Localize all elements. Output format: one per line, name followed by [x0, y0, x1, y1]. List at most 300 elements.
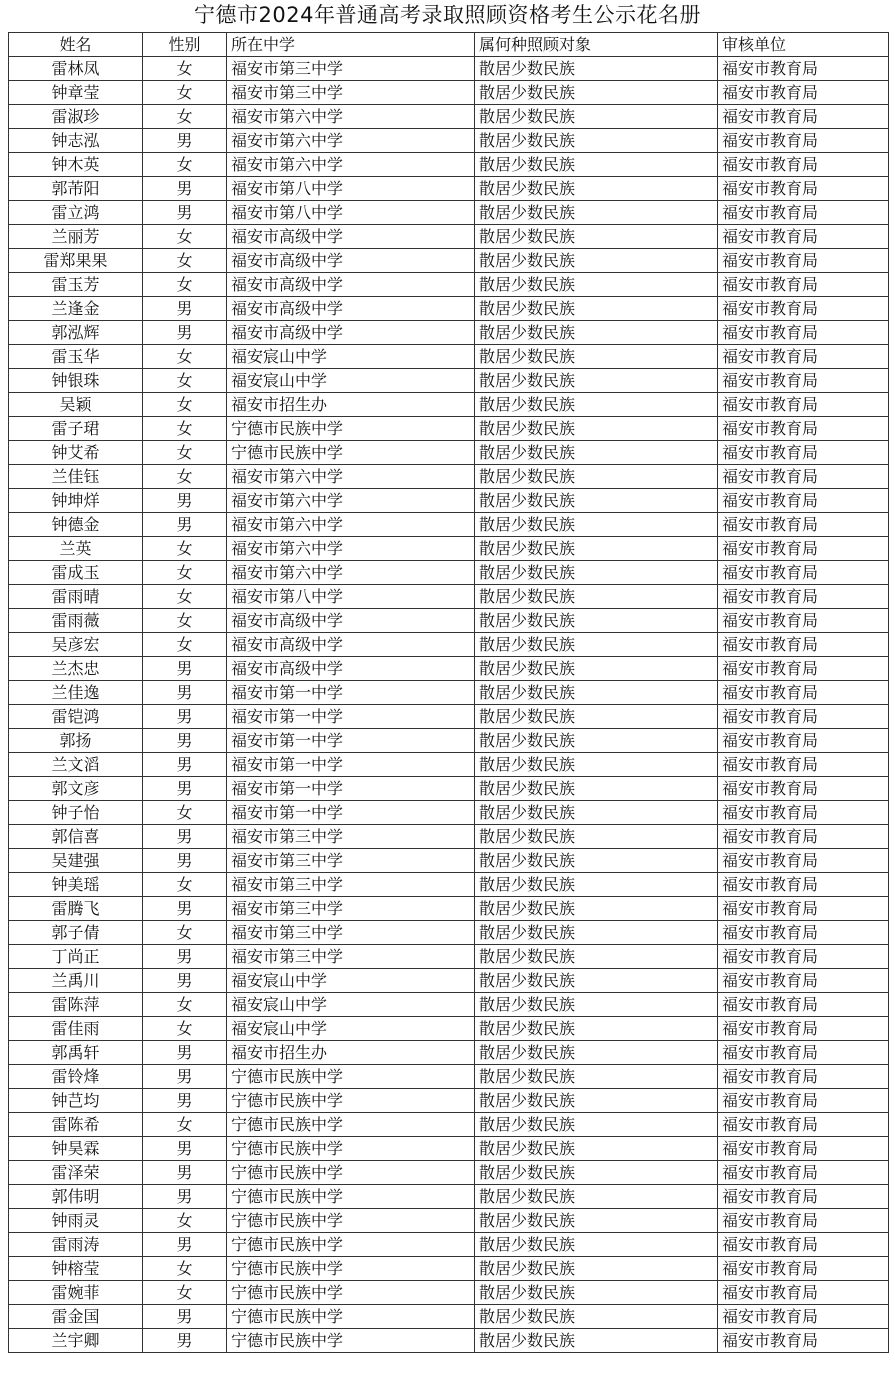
table-row — [9, 537, 889, 561]
cell-name: 钟美瑶 — [9, 873, 143, 897]
cell-school: 福安市第六中学 — [227, 465, 475, 489]
cell-school: 福安市第一中学 — [227, 777, 475, 801]
cell-review-unit: 福安市教育局 — [718, 417, 889, 441]
cell-category: 散居少数民族 — [475, 81, 718, 105]
table-row — [9, 945, 889, 969]
cell-review-unit: 福安市教育局 — [718, 849, 889, 873]
cell-review-unit: 福安市教育局 — [718, 873, 889, 897]
table-row — [9, 393, 889, 417]
cell-category: 散居少数民族 — [475, 369, 718, 393]
cell-gender: 女 — [143, 153, 227, 177]
table-row — [9, 417, 889, 441]
cell-review-unit: 福安市教育局 — [718, 1041, 889, 1065]
cell-review-unit: 福安市教育局 — [718, 369, 889, 393]
cell-gender: 女 — [143, 633, 227, 657]
cell-category: 散居少数民族 — [475, 321, 718, 345]
cell-name: 雷雨涛 — [9, 1233, 143, 1257]
table-row — [9, 801, 889, 825]
cell-category: 散居少数民族 — [475, 417, 718, 441]
cell-gender: 女 — [143, 81, 227, 105]
table-row — [9, 441, 889, 465]
cell-review-unit: 福安市教育局 — [718, 1329, 889, 1353]
cell-review-unit: 福安市教育局 — [718, 561, 889, 585]
cell-category: 散居少数民族 — [475, 585, 718, 609]
cell-category: 散居少数民族 — [475, 441, 718, 465]
cell-review-unit: 福安市教育局 — [718, 489, 889, 513]
cell-category: 散居少数民族 — [475, 537, 718, 561]
cell-gender: 男 — [143, 705, 227, 729]
table-row — [9, 729, 889, 753]
cell-name: 雷陈萍 — [9, 993, 143, 1017]
cell-gender: 男 — [143, 1233, 227, 1257]
cell-school: 宁德市民族中学 — [227, 1329, 475, 1353]
cell-name: 郭子倩 — [9, 921, 143, 945]
table-row — [9, 321, 889, 345]
cell-name: 雷郑果果 — [9, 249, 143, 273]
cell-name: 雷立鸿 — [9, 201, 143, 225]
cell-school: 宁德市民族中学 — [227, 441, 475, 465]
cell-name: 兰丽芳 — [9, 225, 143, 249]
cell-category: 散居少数民族 — [475, 897, 718, 921]
cell-category: 散居少数民族 — [475, 513, 718, 537]
cell-school: 福安市第一中学 — [227, 753, 475, 777]
cell-gender: 女 — [143, 993, 227, 1017]
cell-gender: 女 — [143, 273, 227, 297]
cell-review-unit: 福安市教育局 — [718, 273, 889, 297]
cell-gender: 男 — [143, 945, 227, 969]
cell-gender: 女 — [143, 225, 227, 249]
cell-category: 散居少数民族 — [475, 561, 718, 585]
cell-category: 散居少数民族 — [475, 1161, 718, 1185]
table-row — [9, 681, 889, 705]
cell-school: 宁德市民族中学 — [227, 1209, 475, 1233]
cell-review-unit: 福安市教育局 — [718, 1209, 889, 1233]
header-name: 姓名 — [9, 33, 143, 57]
cell-category: 散居少数民族 — [475, 849, 718, 873]
cell-school: 福安市第一中学 — [227, 729, 475, 753]
cell-category: 散居少数民族 — [475, 1329, 718, 1353]
cell-category: 散居少数民族 — [475, 633, 718, 657]
table-row — [9, 177, 889, 201]
table-row — [9, 1209, 889, 1233]
cell-name: 郭泓辉 — [9, 321, 143, 345]
cell-review-unit: 福安市教育局 — [718, 225, 889, 249]
cell-review-unit: 福安市教育局 — [718, 441, 889, 465]
cell-category: 散居少数民族 — [475, 105, 718, 129]
cell-name: 雷淑珍 — [9, 105, 143, 129]
cell-gender: 男 — [143, 1089, 227, 1113]
cell-gender: 女 — [143, 1017, 227, 1041]
table-row — [9, 1041, 889, 1065]
cell-category: 散居少数民族 — [475, 609, 718, 633]
cell-name: 钟昊霖 — [9, 1137, 143, 1161]
cell-school: 福安宸山中学 — [227, 993, 475, 1017]
cell-name: 雷子珺 — [9, 417, 143, 441]
cell-category: 散居少数民族 — [475, 1017, 718, 1041]
cell-gender: 男 — [143, 201, 227, 225]
table-row — [9, 513, 889, 537]
cell-category: 散居少数民族 — [475, 657, 718, 681]
cell-gender: 男 — [143, 1305, 227, 1329]
table-row — [9, 969, 889, 993]
cell-review-unit: 福安市教育局 — [718, 753, 889, 777]
cell-category: 散居少数民族 — [475, 1233, 718, 1257]
cell-name: 雷婉菲 — [9, 1281, 143, 1305]
cell-review-unit: 福安市教育局 — [718, 1257, 889, 1281]
cell-name: 钟芑均 — [9, 1089, 143, 1113]
cell-school: 福安市高级中学 — [227, 249, 475, 273]
cell-category: 散居少数民族 — [475, 969, 718, 993]
cell-review-unit: 福安市教育局 — [718, 177, 889, 201]
cell-category: 散居少数民族 — [475, 1041, 718, 1065]
cell-category: 散居少数民族 — [475, 777, 718, 801]
table-row — [9, 297, 889, 321]
header-category: 属何种照顾对象 — [475, 33, 718, 57]
table-row — [9, 897, 889, 921]
cell-gender: 女 — [143, 873, 227, 897]
cell-gender: 男 — [143, 297, 227, 321]
cell-gender: 女 — [143, 1257, 227, 1281]
cell-review-unit: 福安市教育局 — [718, 801, 889, 825]
cell-category: 散居少数民族 — [475, 57, 718, 81]
cell-gender: 男 — [143, 1329, 227, 1353]
cell-gender: 女 — [143, 105, 227, 129]
cell-name: 雷铃烽 — [9, 1065, 143, 1089]
cell-category: 散居少数民族 — [475, 873, 718, 897]
cell-review-unit: 福安市教育局 — [718, 1305, 889, 1329]
table-row — [9, 1113, 889, 1137]
cell-gender: 女 — [143, 369, 227, 393]
cell-name: 雷林凤 — [9, 57, 143, 81]
cell-review-unit: 福安市教育局 — [718, 537, 889, 561]
cell-school: 福安市第一中学 — [227, 705, 475, 729]
cell-gender: 男 — [143, 489, 227, 513]
cell-school: 宁德市民族中学 — [227, 1161, 475, 1185]
cell-category: 散居少数民族 — [475, 1065, 718, 1089]
cell-name: 郭伟明 — [9, 1185, 143, 1209]
cell-name: 吴建强 — [9, 849, 143, 873]
table-row — [9, 633, 889, 657]
cell-gender: 男 — [143, 777, 227, 801]
cell-name: 雷陈希 — [9, 1113, 143, 1137]
table-row — [9, 1065, 889, 1089]
cell-name: 兰佳钰 — [9, 465, 143, 489]
cell-review-unit: 福安市教育局 — [718, 1281, 889, 1305]
cell-review-unit: 福安市教育局 — [718, 321, 889, 345]
cell-name: 雷佳雨 — [9, 1017, 143, 1041]
table-row — [9, 465, 889, 489]
cell-school: 福安宸山中学 — [227, 369, 475, 393]
cell-review-unit: 福安市教育局 — [718, 777, 889, 801]
table-row — [9, 657, 889, 681]
cell-school: 福安市第一中学 — [227, 801, 475, 825]
cell-name: 雷铠鸿 — [9, 705, 143, 729]
cell-review-unit: 福安市教育局 — [718, 825, 889, 849]
cell-category: 散居少数民族 — [475, 825, 718, 849]
cell-school: 宁德市民族中学 — [227, 1233, 475, 1257]
cell-review-unit: 福安市教育局 — [718, 1161, 889, 1185]
cell-name: 吴彦宏 — [9, 633, 143, 657]
cell-school: 宁德市民族中学 — [227, 1185, 475, 1209]
cell-school: 福安市第三中学 — [227, 57, 475, 81]
cell-school: 福安市高级中学 — [227, 609, 475, 633]
cell-category: 散居少数民族 — [475, 801, 718, 825]
cell-category: 散居少数民族 — [475, 681, 718, 705]
cell-review-unit: 福安市教育局 — [718, 1065, 889, 1089]
cell-school: 宁德市民族中学 — [227, 1065, 475, 1089]
cell-review-unit: 福安市教育局 — [718, 393, 889, 417]
header-school: 所在中学 — [227, 33, 475, 57]
cell-name: 丁尚正 — [9, 945, 143, 969]
table-row — [9, 561, 889, 585]
cell-review-unit: 福安市教育局 — [718, 513, 889, 537]
cell-review-unit: 福安市教育局 — [718, 1233, 889, 1257]
cell-school: 福安市第六中学 — [227, 513, 475, 537]
cell-gender: 女 — [143, 1209, 227, 1233]
cell-review-unit: 福安市教育局 — [718, 297, 889, 321]
cell-category: 散居少数民族 — [475, 489, 718, 513]
cell-gender: 女 — [143, 585, 227, 609]
cell-school: 福安市第六中学 — [227, 105, 475, 129]
cell-gender: 男 — [143, 1185, 227, 1209]
cell-gender: 男 — [143, 321, 227, 345]
cell-category: 散居少数民族 — [475, 921, 718, 945]
cell-gender: 女 — [143, 441, 227, 465]
cell-name: 郭芾阳 — [9, 177, 143, 201]
cell-name: 雷腾飞 — [9, 897, 143, 921]
cell-gender: 男 — [143, 1161, 227, 1185]
cell-review-unit: 福安市教育局 — [718, 729, 889, 753]
cell-category: 散居少数民族 — [475, 993, 718, 1017]
cell-review-unit: 福安市教育局 — [718, 657, 889, 681]
cell-category: 散居少数民族 — [475, 273, 718, 297]
table-row — [9, 825, 889, 849]
cell-gender: 女 — [143, 249, 227, 273]
cell-name: 钟子怡 — [9, 801, 143, 825]
cell-school: 宁德市民族中学 — [227, 1281, 475, 1305]
table-row — [9, 1329, 889, 1353]
cell-school: 宁德市民族中学 — [227, 417, 475, 441]
cell-gender: 男 — [143, 729, 227, 753]
cell-name: 钟银珠 — [9, 369, 143, 393]
roster-body — [9, 57, 889, 1353]
cell-review-unit: 福安市教育局 — [718, 633, 889, 657]
table-row — [9, 129, 889, 153]
cell-name: 钟雨灵 — [9, 1209, 143, 1233]
cell-review-unit: 福安市教育局 — [718, 129, 889, 153]
cell-review-unit: 福安市教育局 — [718, 57, 889, 81]
table-row — [9, 753, 889, 777]
cell-gender: 男 — [143, 1041, 227, 1065]
cell-review-unit: 福安市教育局 — [718, 681, 889, 705]
cell-review-unit: 福安市教育局 — [718, 921, 889, 945]
cell-school: 福安市第三中学 — [227, 897, 475, 921]
cell-name: 钟志泓 — [9, 129, 143, 153]
cell-category: 散居少数民族 — [475, 705, 718, 729]
cell-name: 郭禹轩 — [9, 1041, 143, 1065]
table-row — [9, 849, 889, 873]
table-row — [9, 921, 889, 945]
cell-school: 福安市第三中学 — [227, 849, 475, 873]
cell-gender: 男 — [143, 825, 227, 849]
table-row — [9, 1089, 889, 1113]
cell-name: 钟艾希 — [9, 441, 143, 465]
cell-school: 福安市第八中学 — [227, 585, 475, 609]
cell-name: 兰禹川 — [9, 969, 143, 993]
cell-category: 散居少数民族 — [475, 201, 718, 225]
cell-school: 宁德市民族中学 — [227, 1305, 475, 1329]
cell-gender: 男 — [143, 129, 227, 153]
table-row — [9, 57, 889, 81]
cell-category: 散居少数民族 — [475, 1305, 718, 1329]
cell-name: 兰文滔 — [9, 753, 143, 777]
cell-category: 散居少数民族 — [475, 945, 718, 969]
cell-school: 宁德市民族中学 — [227, 1257, 475, 1281]
cell-school: 福安市第三中学 — [227, 825, 475, 849]
table-row — [9, 609, 889, 633]
cell-gender: 女 — [143, 1113, 227, 1137]
header-row — [9, 33, 889, 57]
table-row — [9, 81, 889, 105]
cell-category: 散居少数民族 — [475, 1185, 718, 1209]
cell-school: 福安市高级中学 — [227, 321, 475, 345]
cell-name: 雷玉芳 — [9, 273, 143, 297]
table-row — [9, 201, 889, 225]
table-row — [9, 705, 889, 729]
cell-category: 散居少数民族 — [475, 177, 718, 201]
table-row — [9, 873, 889, 897]
cell-gender: 男 — [143, 177, 227, 201]
cell-school: 福安市第六中学 — [227, 537, 475, 561]
cell-name: 雷金国 — [9, 1305, 143, 1329]
cell-name: 兰杰忠 — [9, 657, 143, 681]
table-row — [9, 273, 889, 297]
cell-category: 散居少数民族 — [475, 129, 718, 153]
cell-gender: 男 — [143, 753, 227, 777]
cell-review-unit: 福安市教育局 — [718, 609, 889, 633]
cell-school: 福安市高级中学 — [227, 273, 475, 297]
cell-school: 福安市第六中学 — [227, 561, 475, 585]
cell-name: 雷成玉 — [9, 561, 143, 585]
cell-school: 福安宸山中学 — [227, 1017, 475, 1041]
cell-category: 散居少数民族 — [475, 1281, 718, 1305]
cell-school: 宁德市民族中学 — [227, 1113, 475, 1137]
cell-name: 雷雨晴 — [9, 585, 143, 609]
cell-gender: 女 — [143, 345, 227, 369]
table-row — [9, 1185, 889, 1209]
cell-review-unit: 福安市教育局 — [718, 945, 889, 969]
cell-gender: 女 — [143, 1281, 227, 1305]
cell-school: 福安市第六中学 — [227, 489, 475, 513]
cell-review-unit: 福安市教育局 — [718, 585, 889, 609]
table-row — [9, 1137, 889, 1161]
cell-name: 钟德金 — [9, 513, 143, 537]
cell-school: 福安市第八中学 — [227, 177, 475, 201]
cell-name: 吴颖 — [9, 393, 143, 417]
cell-review-unit: 福安市教育局 — [718, 1137, 889, 1161]
cell-category: 散居少数民族 — [475, 225, 718, 249]
cell-school: 福安市第三中学 — [227, 921, 475, 945]
table-row — [9, 105, 889, 129]
cell-name: 兰逢金 — [9, 297, 143, 321]
cell-gender: 女 — [143, 537, 227, 561]
cell-gender: 男 — [143, 657, 227, 681]
table-row — [9, 1161, 889, 1185]
cell-gender: 女 — [143, 417, 227, 441]
table-row — [9, 585, 889, 609]
cell-name: 郭文彦 — [9, 777, 143, 801]
header-gender: 性别 — [143, 33, 227, 57]
cell-review-unit: 福安市教育局 — [718, 993, 889, 1017]
cell-school: 福安宸山中学 — [227, 345, 475, 369]
cell-category: 散居少数民族 — [475, 345, 718, 369]
cell-school: 福安宸山中学 — [227, 969, 475, 993]
cell-name: 郭信喜 — [9, 825, 143, 849]
cell-name: 兰宇卿 — [9, 1329, 143, 1353]
table-row — [9, 369, 889, 393]
cell-category: 散居少数民族 — [475, 465, 718, 489]
table-row — [9, 345, 889, 369]
cell-review-unit: 福安市教育局 — [718, 249, 889, 273]
cell-name: 雷雨薇 — [9, 609, 143, 633]
cell-name: 钟木英 — [9, 153, 143, 177]
table-row — [9, 153, 889, 177]
cell-review-unit: 福安市教育局 — [718, 81, 889, 105]
cell-review-unit: 福安市教育局 — [718, 345, 889, 369]
cell-school: 福安市第八中学 — [227, 201, 475, 225]
cell-school: 福安市高级中学 — [227, 225, 475, 249]
cell-review-unit: 福安市教育局 — [718, 201, 889, 225]
cell-review-unit: 福安市教育局 — [718, 1113, 889, 1137]
cell-review-unit: 福安市教育局 — [718, 1017, 889, 1041]
cell-review-unit: 福安市教育局 — [718, 705, 889, 729]
cell-category: 散居少数民族 — [475, 729, 718, 753]
table-row — [9, 1257, 889, 1281]
cell-school: 福安市招生办 — [227, 393, 475, 417]
cell-gender: 女 — [143, 801, 227, 825]
cell-review-unit: 福安市教育局 — [718, 105, 889, 129]
cell-school: 福安市第三中学 — [227, 81, 475, 105]
cell-category: 散居少数民族 — [475, 1089, 718, 1113]
cell-category: 散居少数民族 — [475, 1209, 718, 1233]
cell-gender: 女 — [143, 609, 227, 633]
table-row — [9, 249, 889, 273]
cell-school: 宁德市民族中学 — [227, 1137, 475, 1161]
cell-category: 散居少数民族 — [475, 1113, 718, 1137]
cell-school: 福安市招生办 — [227, 1041, 475, 1065]
cell-gender: 男 — [143, 681, 227, 705]
cell-name: 雷泽荣 — [9, 1161, 143, 1185]
cell-review-unit: 福安市教育局 — [718, 1089, 889, 1113]
cell-category: 散居少数民族 — [475, 297, 718, 321]
cell-name: 兰佳逸 — [9, 681, 143, 705]
cell-name: 郭扬 — [9, 729, 143, 753]
cell-gender: 女 — [143, 921, 227, 945]
cell-category: 散居少数民族 — [475, 753, 718, 777]
cell-school: 福安市第三中学 — [227, 945, 475, 969]
cell-gender: 男 — [143, 849, 227, 873]
cell-gender: 女 — [143, 57, 227, 81]
cell-school: 福安市第三中学 — [227, 873, 475, 897]
cell-category: 散居少数民族 — [475, 153, 718, 177]
cell-category: 散居少数民族 — [475, 1257, 718, 1281]
cell-review-unit: 福安市教育局 — [718, 897, 889, 921]
cell-review-unit: 福安市教育局 — [718, 153, 889, 177]
cell-gender: 男 — [143, 1065, 227, 1089]
table-row — [9, 993, 889, 1017]
cell-gender: 男 — [143, 969, 227, 993]
cell-review-unit: 福安市教育局 — [718, 1185, 889, 1209]
